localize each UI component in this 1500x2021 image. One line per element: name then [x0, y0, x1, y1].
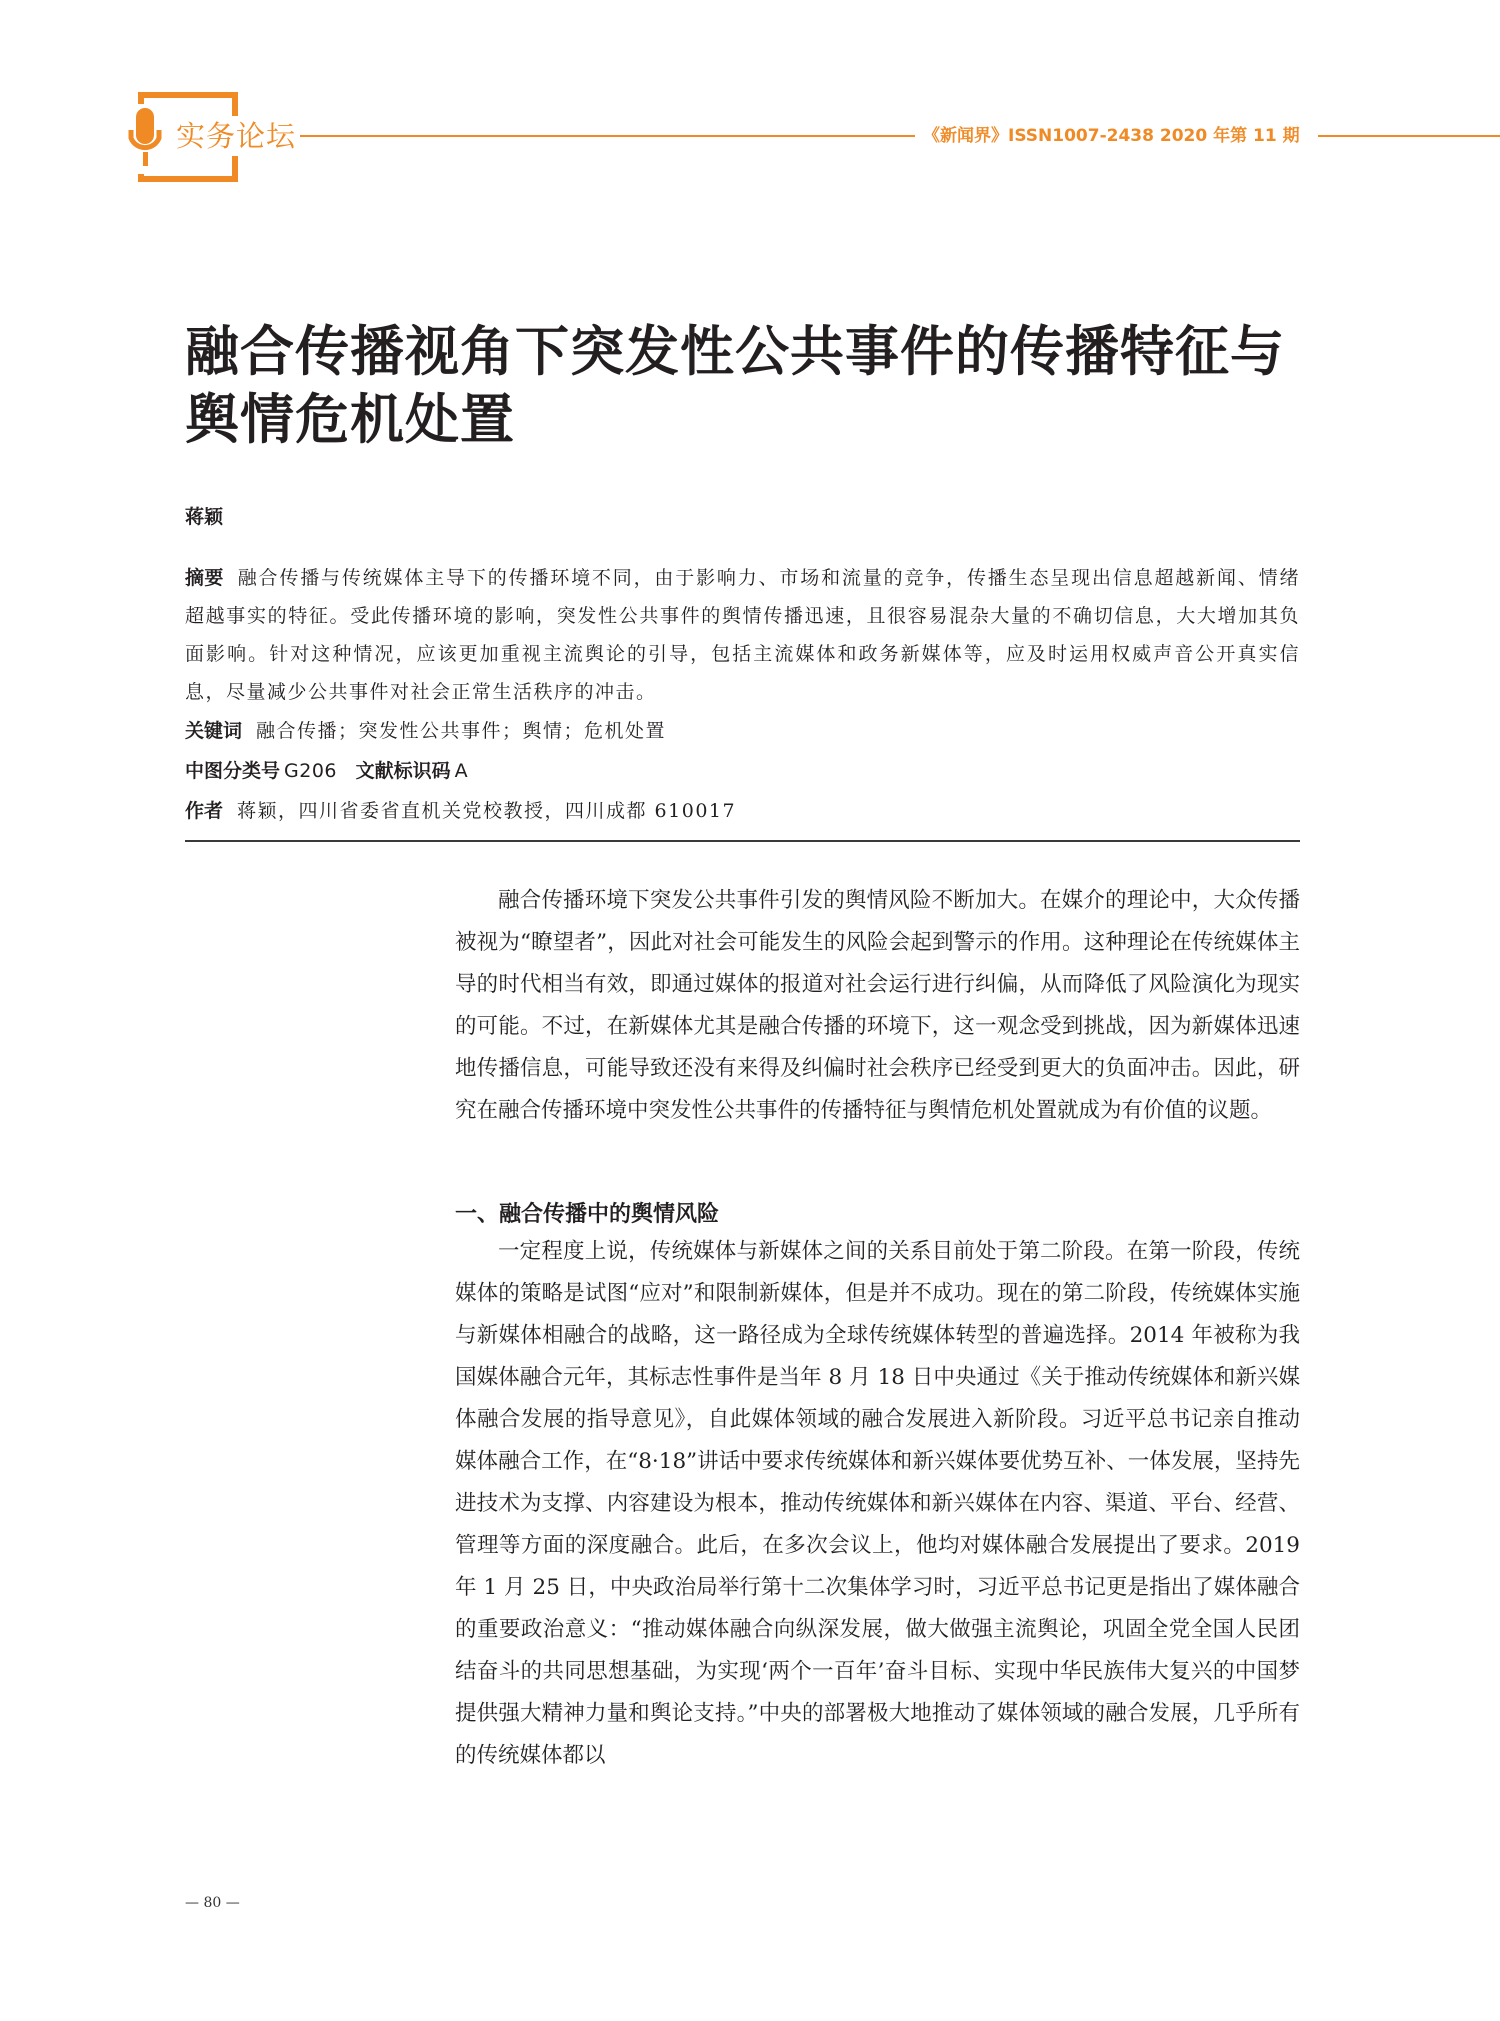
abstract — [185, 559, 1300, 711]
keywords-label: 关键词 — [185, 720, 243, 742]
author-info — [185, 792, 1300, 830]
section-heading: 一、融合传播中的舆情风险 — [455, 1202, 720, 1227]
body-paragraph: 一定程度上说，传统媒体与新媒体之间的关系目前处于第二阶段。在第一阶段，传统媒体的策略是试图“应对”和限制新媒体，但是并不成功。现在的第二阶段，传统媒体实施与新媒体相融合的战略，这一路径成为全球传统媒体转型的普遍选择。2014 年被称为我国媒体融合元年，其标志性事件是当年 8 月 18 日中央通过《关于推动传统媒体和新兴媒体融合发展的指导意见》，自此媒体领域的融合发展进入新阶段。习近平总书记亲自推动媒体融合工作，在“8·18”讲话中要求传统媒体和新兴媒体要优势互补、一体发展，坚持先进技术为支撑、内容建设为根本，推动传统媒体和新兴媒体在内容、渠道、平台、经营、管理等方面的深度融合。此后，在多次会议上，他均对媒体融合发展提出了要求。2019 年 1 月 25 日，中央政治局举行第十二次集体学习时，习近平总书记更是指出了媒体融合的重要政治意义：“推动媒体融合向纵深发展，做大做强主流舆论，巩固全党全国人民团结奋斗的共同思想基础，为实现‘两个一百年’奋斗目标、实现中华民族伟大复兴的中国梦提供强大精神力量和舆论支持。”中央的部署极大地推动了媒体领域的融合发展，几乎所有的传统媒体都以 — [455, 1239, 1300, 1768]
clc-value: G206 — [284, 760, 338, 782]
keywords-text: 融合传播；突发性公共事件；舆情；危机处置 — [256, 720, 667, 742]
abstract-divider — [185, 840, 1300, 842]
section-label: 实务论坛 — [172, 116, 300, 156]
page-number: — 80 — — [185, 1895, 240, 1911]
abstract-label: 摘要 — [185, 567, 224, 589]
doc-code-value: A — [454, 760, 469, 782]
header-rule-left — [300, 135, 915, 137]
header-rule-right — [1318, 135, 1500, 137]
author-info-text: 蒋颖，四川省委省直机关党校教授，四川成都 610017 — [237, 800, 737, 822]
article-author: 蒋颖 — [185, 506, 224, 528]
microphone-icon — [128, 104, 164, 174]
doc-code-label: 文献标识码 — [355, 760, 451, 782]
classification — [185, 752, 1300, 790]
author-info-label: 作者 — [185, 800, 224, 822]
intro-paragraph: 融合传播环境下突发公共事件引发的舆情风险不断加大。在媒介的理论中，大众传播被视为“瞭望者”，因此对社会可能发生的风险会起到警示的作用。这种理论在传统媒体主导的时代相当有效，即通过媒体的报道对社会运行进行纠偏，从而降低了风险演化为现实的可能。不过，在新媒体尤其是融合传播的环境下，这一观念受到挑战，因为新媒体迅速地传播信息，可能导致还没有来得及纠偏时社会秩序已经受到更大的负面冲击。因此，研究在融合传播环境中突发性公共事件的传播特征与舆情危机处置就成为有价值的议题。 — [455, 888, 1300, 1123]
clc-label: 中图分类号 — [185, 760, 281, 782]
abstract-text: 融合传播与传统媒体主导下的传播环境不同，由于影响力、市场和流量的竞争，传播生态呈现出信息超越新闻、情绪超越事实的特征。受此传播环境的影响，突发性公共事件的舆情传播迅速，且很容易混杂大量的不确切信息，大大增加其负面影响。针对这种情况，应该更加重视主流舆论的引导，包括主流媒体和政务新媒体等，应及时运用权威声音公开真实信息，尽量减少公共事件对社会正常生活秩序的冲击。 — [185, 567, 1300, 703]
journal-info: 《新闻界》ISSN1007-2438 2020 年第 11 期 — [915, 121, 1308, 146]
keywords — [185, 712, 1300, 750]
article-title: 融合传播视角下突发性公共事件的传播特征与舆情危机处置 — [185, 319, 1285, 451]
